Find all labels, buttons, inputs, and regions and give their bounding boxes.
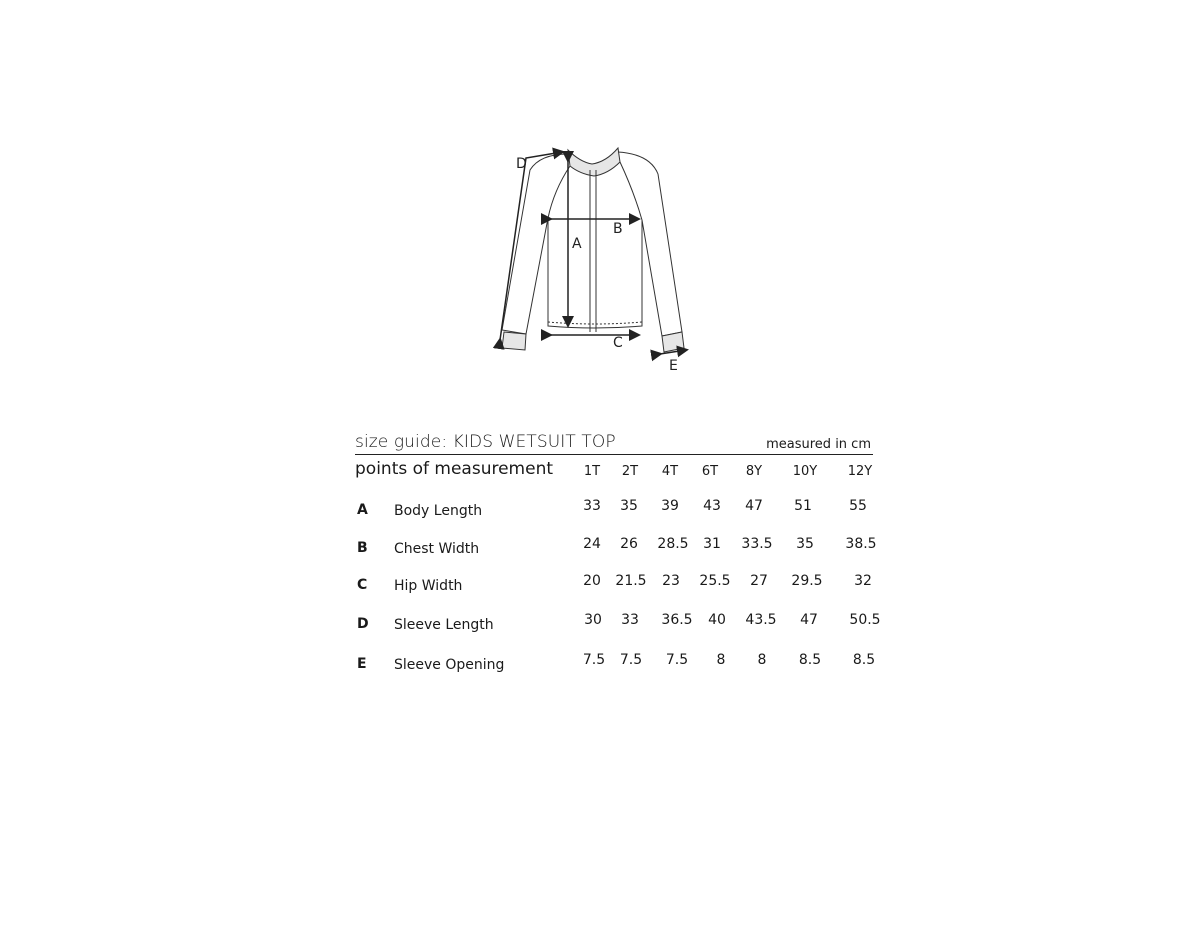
points-of-measurement-label: points of measurement bbox=[355, 459, 554, 479]
size-header: 10Y bbox=[792, 464, 818, 479]
unit-label: measured in cm bbox=[766, 437, 871, 452]
label-d: D bbox=[516, 156, 527, 172]
row-letter: B bbox=[357, 540, 368, 556]
label-b: B bbox=[613, 221, 623, 237]
row-letter: E bbox=[357, 656, 367, 672]
table-row bbox=[355, 498, 875, 524]
row-letter: D bbox=[357, 616, 369, 632]
cell-value: 35 bbox=[620, 498, 638, 514]
cell-value: 36.5 bbox=[661, 612, 693, 628]
cell-value: 35 bbox=[796, 536, 814, 552]
size-header: 12Y bbox=[847, 464, 873, 479]
cell-value: 33.5 bbox=[741, 536, 773, 552]
table-row bbox=[355, 652, 876, 678]
row-name: Sleeve Length bbox=[394, 617, 494, 633]
size-header: 1T bbox=[583, 464, 601, 479]
cell-value: 33 bbox=[583, 498, 601, 514]
cell-value: 26 bbox=[620, 536, 638, 552]
row-name: Chest Width bbox=[394, 541, 480, 557]
row-name: Body Length bbox=[394, 503, 483, 519]
size-guide bbox=[355, 430, 875, 455]
row-name: Hip Width bbox=[394, 578, 463, 594]
title-row bbox=[355, 430, 873, 455]
cell-value: 25.5 bbox=[699, 573, 731, 589]
cell-value: 40 bbox=[708, 612, 726, 628]
row-name: Sleeve Opening bbox=[394, 657, 505, 673]
cell-value: 30 bbox=[584, 612, 602, 628]
cell-value: 8 bbox=[757, 652, 767, 668]
cell-value: 7.5 bbox=[582, 652, 606, 668]
label-c: C bbox=[613, 335, 623, 351]
table-row bbox=[355, 612, 881, 638]
cell-value: 43 bbox=[703, 498, 721, 514]
size-header: 6T bbox=[701, 464, 719, 479]
cell-value: 24 bbox=[583, 536, 601, 552]
size-header: 2T bbox=[621, 464, 639, 479]
table-row bbox=[355, 573, 875, 599]
cell-value: 8.5 bbox=[852, 652, 876, 668]
cell-value: 23 bbox=[662, 573, 680, 589]
cell-value: 29.5 bbox=[791, 573, 823, 589]
cell-value: 7.5 bbox=[665, 652, 689, 668]
cell-value: 28.5 bbox=[657, 536, 689, 552]
jacket-illustration bbox=[490, 140, 700, 380]
cell-value: 55 bbox=[849, 498, 867, 514]
size-header: 4T bbox=[661, 464, 679, 479]
cell-value: 47 bbox=[800, 612, 818, 628]
cell-value: 47 bbox=[745, 498, 763, 514]
size-header-row bbox=[355, 459, 875, 481]
row-letter: A bbox=[357, 502, 368, 518]
wetsuit-top-diagram bbox=[490, 140, 700, 380]
cell-value: 20 bbox=[583, 573, 601, 589]
cell-value: 32 bbox=[854, 573, 872, 589]
cell-value: 39 bbox=[661, 498, 679, 514]
cell-value: 8 bbox=[716, 652, 726, 668]
label-e: E bbox=[669, 358, 678, 374]
cell-value: 31 bbox=[703, 536, 721, 552]
row-letter: C bbox=[357, 577, 368, 593]
cell-value: 27 bbox=[750, 573, 768, 589]
label-a: A bbox=[572, 236, 582, 252]
guide-title: size guide: KIDS WETSUIT TOP bbox=[355, 432, 616, 452]
table-row bbox=[355, 536, 877, 562]
cell-value: 50.5 bbox=[849, 612, 881, 628]
cell-value: 51 bbox=[794, 498, 812, 514]
cell-value: 33 bbox=[621, 612, 639, 628]
cell-value: 8.5 bbox=[798, 652, 822, 668]
cell-value: 7.5 bbox=[619, 652, 643, 668]
cell-value: 43.5 bbox=[745, 612, 777, 628]
cell-value: 38.5 bbox=[845, 536, 877, 552]
cell-value: 21.5 bbox=[615, 573, 647, 589]
size-header: 8Y bbox=[745, 464, 763, 479]
